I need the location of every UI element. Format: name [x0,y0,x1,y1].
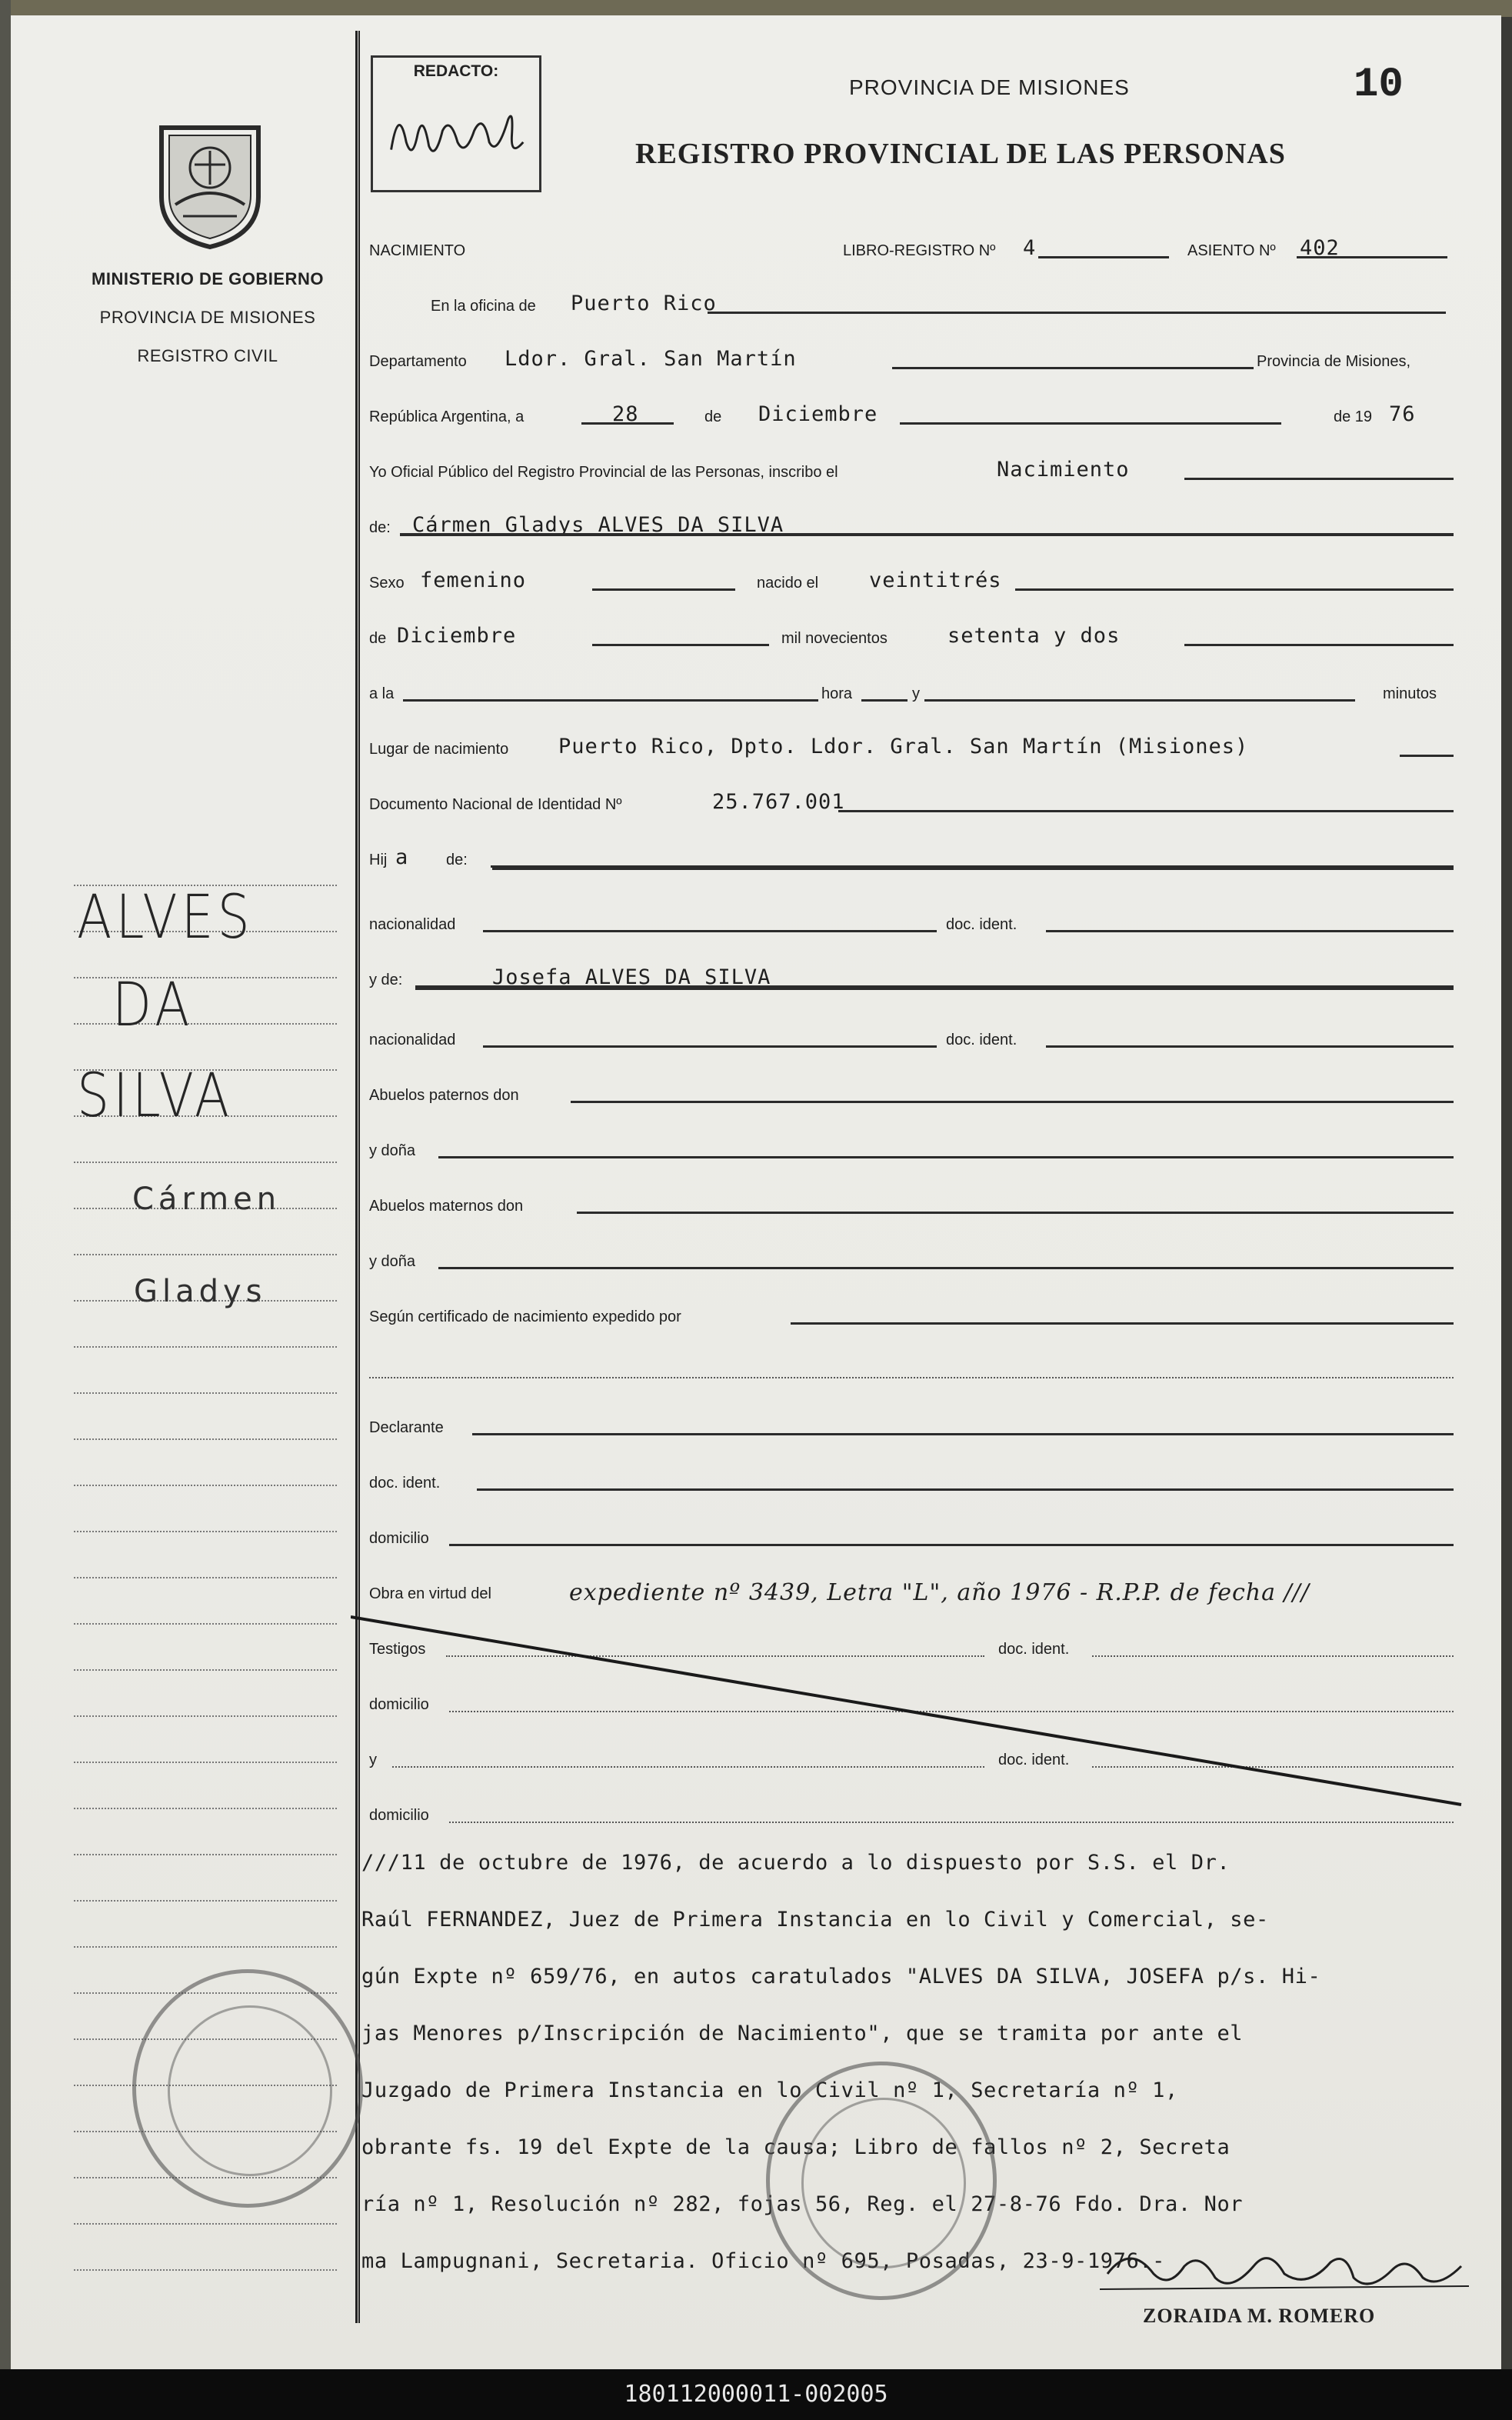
dia-value: 28 [612,402,639,426]
row-fecha [369,397,1454,431]
body-line: jas Menores p/Inscripción de Nacimiento", que se tramita por ante el [361,2022,1244,2045]
margin-given-1: Cármen [132,1182,281,1217]
dni-value: 25.767.001 [712,790,845,814]
body-line: ///11 de octubre de 1976, de acuerdo a lo dispuesto por S.S. el Dr. [361,1851,1231,1875]
hij-label: Hij [369,852,388,868]
nacido-value: veintitrés [869,568,1002,592]
signatory-name: ZORAIDA M. ROMERO [1143,2305,1376,2327]
registry-seal-left [132,1969,363,2208]
de-year-label: de 19 [1334,408,1373,425]
testigos-label: Testigos [369,1641,426,1658]
margin-rule [74,1485,337,1486]
row-doc-ident [369,1463,1454,1497]
row-dni [369,785,1454,818]
y-dona-label-1: y doña [369,1142,416,1159]
asiento-value: 402 [1300,236,1340,260]
margin-rule [74,1762,337,1763]
margin-divider-left [355,31,358,2323]
row-oficina [369,286,1454,320]
doc-ident-label-4: doc. ident. [998,1641,1070,1658]
margin-rule [74,1392,337,1394]
abuelos-maternos-label: Abuelos maternos don [369,1198,524,1215]
mes2-value: Diciembre [397,624,517,648]
row-certificado [369,1297,1454,1331]
ministry-label: MINISTERIO DE GOBIERNO [92,269,324,288]
margin-rule [74,1808,337,1809]
domicilio-label-3: domicilio [369,1807,429,1824]
margin-rule [74,1162,337,1163]
province-emblem-icon [152,120,268,251]
margin-surname-1: ALVES [77,883,254,952]
margin-rule [74,1577,337,1578]
asiento-label: ASIENTO Nº [1187,242,1276,259]
margin-rule [74,1854,337,1855]
margin-rule [74,1346,337,1348]
official-signature [1100,2235,1484,2297]
lugar-value: Puerto Rico, Dpto. Ldor. Gral. San Martín (Misiones) [558,735,1249,758]
doc-ident-label-5: doc. ident. [998,1752,1070,1768]
nacionalidad-label-1: nacionalidad [369,916,456,933]
registry-label: REGISTRO CIVIL [137,346,278,365]
margin-rule [74,1623,337,1625]
departamento-label: Departamento [369,353,467,370]
province-heading: PROVINCIA DE MISIONES [849,75,1130,99]
body-line: ma Lampugnani, Secretaria. Oficio nº 695, Posadas, 23-9-1976.- [361,2249,1166,2273]
y2-label: y [369,1752,377,1768]
madre-value: Josefa ALVES DA SILVA [492,965,771,989]
departamento-value: Ldor. Gral. San Martín [505,347,797,371]
nacionalidad-label-2: nacionalidad [369,1032,456,1048]
body-line: Raúl FERNANDEZ, Juez de Primera Instancia en lo Civil y Comercial, se- [361,1908,1269,1932]
body-line: Juzgado de Primera Instancia en lo Civil nº 1, Secretaría nº 1, [361,2078,1178,2102]
row-nombre [369,508,1454,542]
domicilio-label-1: domicilio [369,1530,429,1547]
top-binding-strip [0,0,1512,17]
row-abuelos-paternos [369,1075,1454,1109]
body-line: obrante fs. 19 del Expte de la causa; Libro de fallos nº 2, Secreta [361,2135,1231,2159]
body-line: gún Expte nº 659/76, en autos caratulados "ALVES DA SILVA, JOSEFA p/s. Hi- [361,1965,1321,1988]
mes-value: Diciembre [758,402,878,426]
obra-label: Obra en virtud del [369,1585,491,1602]
y-label: y [912,685,920,702]
hij-de-label: de: [446,852,468,868]
row-lugar [369,729,1454,763]
oficial-label: Yo Oficial Público del Registro Provincial de las Personas, inscribo el [369,464,838,481]
document-id-footer: 180112000011-002005 [0,2369,1512,2420]
margin-rule [74,1946,337,1948]
doc-ident-label-2: doc. ident. [946,1032,1017,1048]
dni-label: Documento Nacional de Identidad Nº [369,796,622,813]
oficial-value: Nacimiento [997,458,1130,482]
minutos-label: minutos [1383,685,1437,702]
sexo-value: femenino [420,568,527,592]
libro-label: LIBRO-REGISTRO Nº [843,242,996,259]
body-line: ría nº 1, Resolución nº 282, fojas 56, Reg. el 27-8-76 Fdo. Dra. Nor [361,2192,1244,2216]
redacto-box [371,55,541,192]
row-departamento [369,342,1454,375]
hora-label: hora [821,685,853,702]
declarante-label: Declarante [369,1419,444,1436]
margin-rule [74,2223,337,2225]
margin-rule [74,1438,337,1440]
row-anio [369,618,1454,652]
libro-value: 4 [1023,236,1037,260]
margin-surname-3: SILVA [77,1062,234,1131]
left-binding [0,0,11,2369]
de-label: de [704,408,722,425]
doc-ident-label-1: doc. ident. [946,916,1017,933]
lugar-label: Lugar de nacimiento [369,741,509,758]
republica-label: República Argentina, a [369,408,525,425]
page-number: 10 [1354,62,1404,108]
domicilio-label-2: domicilio [369,1696,429,1713]
row-domicilio-1 [369,1518,1454,1552]
sexo-label: Sexo [369,575,405,592]
provincia-label: Provincia de Misiones, [1257,353,1411,370]
anio-value: setenta y dos [947,624,1121,648]
nacimiento-label: NACIMIENTO [369,242,466,259]
row-declarante [369,1408,1454,1442]
de2-label: de: [369,519,391,536]
row-libro [369,231,1454,265]
margin-surname-2: DA [112,971,194,1040]
oficina-label: En la oficina de [431,298,536,315]
yde-label: y de: [369,972,403,988]
margin-rule [74,2269,337,2271]
registry-heading: REGISTRO PROVINCIAL DE LAS PERSONAS [635,138,1286,170]
province-label: PROVINCIA DE MISIONES [99,308,316,327]
margin-rule [74,1715,337,1717]
redacto-signature [376,88,535,181]
margin-rule [74,1900,337,1902]
abuelos-paternos-label: Abuelos paternos don [369,1087,519,1104]
margin-rule [74,1531,337,1532]
nombre-value: Cármen Gladys ALVES DA SILVA [412,513,784,537]
row-sexo [369,563,1454,597]
hij-value: a [395,845,409,869]
doc-ident-label-3: doc. ident. [369,1475,441,1492]
margin-rule [74,1254,337,1255]
redacto-label: REDACTO: [413,62,499,80]
nacido-label: nacido el [757,575,819,592]
cancel-line [351,1611,1466,1811]
margin-given-2: Gladys [134,1274,267,1309]
margin-rule [74,1669,337,1671]
row-nacionalidad-1 [369,905,1454,938]
row-abuelos-maternos [369,1186,1454,1220]
oficina-value: Puerto Rico [571,292,717,315]
certificado-label: Según certificado de nacimiento expedido por [369,1308,681,1325]
row-hora [369,674,1454,708]
ala-label: a la [369,685,395,702]
de3-label: de [369,630,387,647]
row-nacionalidad-2 [369,1020,1454,1054]
row-dona-1 [369,1131,1454,1165]
row-obra [369,1574,1454,1608]
registry-seal-right [766,2062,997,2300]
row-oficial [369,452,1454,486]
row-dona-2 [369,1242,1454,1275]
obra-value: expediente nº 3439, Letra "L", año 1976 - R.P.P. de fecha /// [569,1579,1310,1606]
y-dona-label-2: y doña [369,1253,416,1270]
year-value: 76 [1389,402,1416,426]
margin-divider-right [358,31,360,2323]
mil-label: mil novecientos [781,630,888,647]
